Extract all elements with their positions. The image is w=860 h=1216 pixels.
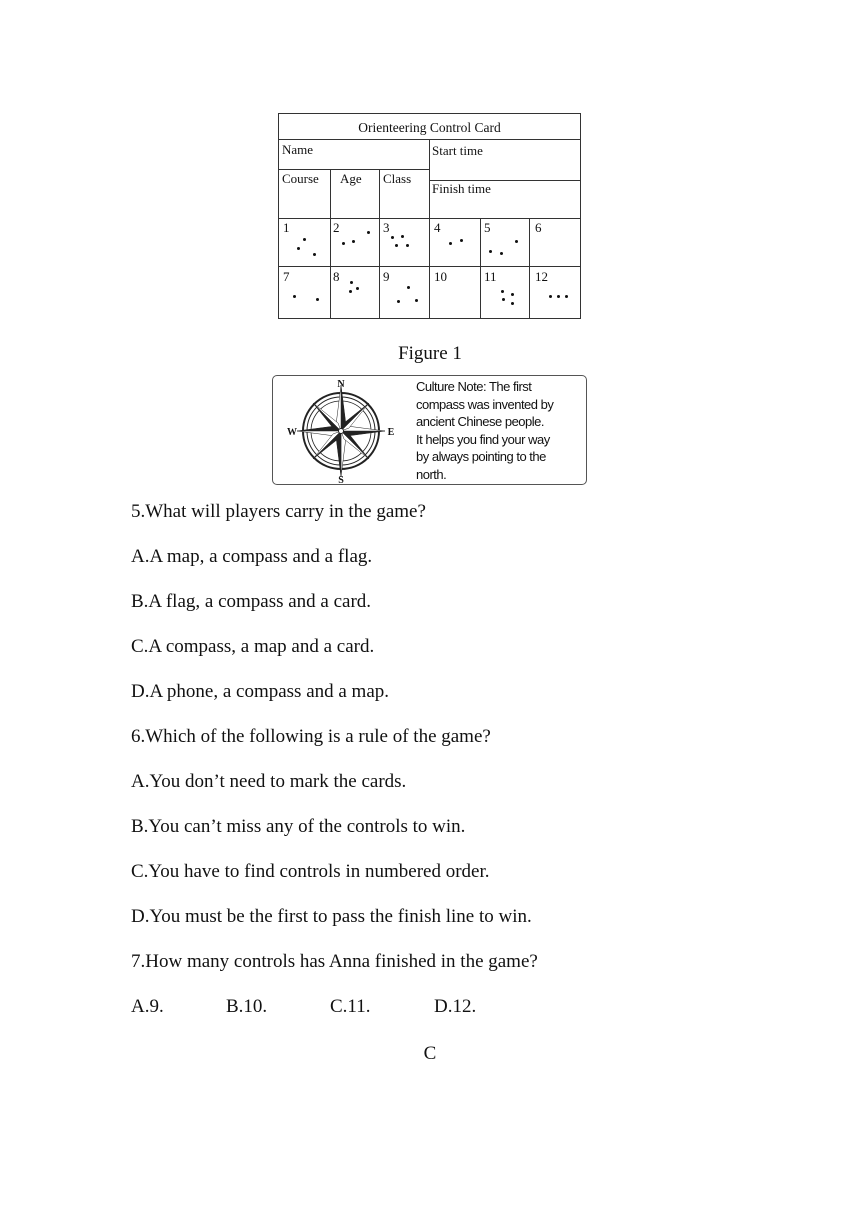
compass-north-label: N <box>337 379 345 390</box>
card-divider <box>480 218 481 318</box>
control-number: 8 <box>333 269 340 284</box>
question-6-option-a: A.You don’t need to mark the cards. <box>131 771 407 792</box>
question-5-stem: 5.What will players carry in the game? <box>131 501 426 522</box>
card-divider <box>379 169 380 318</box>
name-label: Name <box>282 142 314 157</box>
question-5-option-c: C.A compass, a map and a card. <box>131 636 375 657</box>
question-6-option-d: D.You must be the first to pass the finish line to win. <box>131 906 532 927</box>
orienteering-control-card <box>278 113 581 319</box>
question-6-stem: 6.Which of the following is a rule of the game? <box>131 726 491 747</box>
compass-west-label: W <box>287 427 297 438</box>
card-divider <box>529 218 530 318</box>
control-number: 10 <box>434 269 447 284</box>
question-7-option-a: A.9. <box>131 996 164 1017</box>
card-divider <box>429 139 430 218</box>
course-label: Course <box>282 171 319 186</box>
question-7-option-c: C.11. <box>330 996 371 1017</box>
control-number: 12 <box>535 269 548 284</box>
question-5-option-d: D.A phone, a compass and a map. <box>131 681 390 702</box>
compass-east-label: E <box>387 427 395 438</box>
compass-rose-icon <box>283 376 408 484</box>
control-number: 9 <box>383 269 390 284</box>
class-label: Class <box>383 171 412 186</box>
note-line: Culture Note: The first <box>416 379 532 394</box>
question-6-option-b: B.You can’t miss any of the controls to win. <box>131 816 466 837</box>
control-number: 4 <box>434 220 441 235</box>
control-number: 5 <box>484 220 491 235</box>
compass-south-label: S <box>338 475 344 484</box>
question-5-option-a: A.A map, a compass and a flag. <box>131 546 373 567</box>
start-time-label: Start time <box>432 143 483 158</box>
question-7-option-b: B.10. <box>226 996 268 1017</box>
note-line: compass was invented by <box>416 396 554 412</box>
control-number: 2 <box>333 220 340 235</box>
note-line: by always pointing to the <box>416 449 546 465</box>
question-5-option-b: B.A flag, a compass and a card. <box>131 591 372 612</box>
note-line: north. <box>416 466 447 482</box>
control-number: 3 <box>383 220 390 235</box>
question-7-option-d: D.12. <box>434 996 477 1017</box>
control-number: 7 <box>283 269 290 284</box>
age-label: Age <box>340 171 362 186</box>
culture-note-text <box>416 378 584 484</box>
card-divider <box>279 169 429 170</box>
control-number: 6 <box>535 220 542 235</box>
note-line: It helps you find your way <box>416 431 550 447</box>
note-line: ancient Chinese people. <box>416 414 544 430</box>
finish-time-label: Finish time <box>432 181 491 196</box>
card-divider <box>330 169 331 318</box>
question-7-stem: 7.How many controls has Anna finished in the game? <box>131 951 538 972</box>
section-heading: C <box>423 1043 437 1064</box>
control-number: 11 <box>484 269 497 284</box>
card-title: Orienteering Control Card <box>358 120 501 135</box>
card-divider <box>429 218 430 318</box>
figure-caption: Figure 1 <box>398 343 462 364</box>
culture-note-box <box>272 375 587 485</box>
control-number: 1 <box>283 220 290 235</box>
question-6-option-c: C.You have to find controls in numbered order. <box>131 861 490 882</box>
